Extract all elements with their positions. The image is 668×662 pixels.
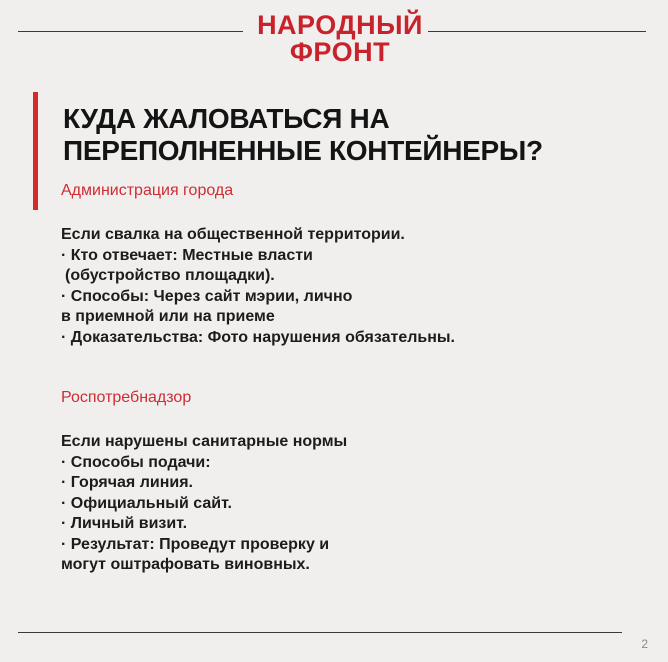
body-line: · Результат: Проведут проверку и — [61, 535, 330, 553]
brand-logo — [250, 12, 430, 66]
body-line: Если нарушены санитарные нормы — [61, 433, 348, 450]
logo-line-2: ФРОНТ — [289, 37, 391, 67]
body-line: (обустройство площадки). — [65, 267, 275, 284]
title-line-1: КУДА ЖАЛОВАТЬСЯ НА — [63, 103, 390, 134]
body-line: · Кто отвечает: Местные власти — [61, 246, 313, 264]
body-line: в приемной или на приеме — [61, 308, 275, 325]
logo-line-1: НАРОДНЫЙ — [257, 10, 423, 40]
section-heading-rospotrebnadzor: Роспотребнадзор — [61, 389, 192, 406]
header-rule-right — [428, 31, 646, 32]
footer-rule — [18, 632, 622, 633]
body-line: · Доказательства: Фото нарушения обязательны. — [61, 328, 455, 346]
body-line: · Горячая линия. — [61, 474, 193, 491]
body-line: · Способы подачи: — [61, 453, 211, 471]
page-number: 2 — [641, 637, 648, 651]
page-title — [63, 103, 623, 167]
section-body-rospotrebnadzor — [61, 432, 621, 576]
body-line: · Способы: Через сайт мэрии, лично — [61, 287, 353, 305]
section-body-city-admin — [61, 225, 621, 348]
body-line: · Личный визит. — [61, 515, 188, 532]
title-line-2: ПЕРЕПОЛНЕННЫЕ КОНТЕЙНЕРЫ? — [63, 135, 543, 166]
section-heading-city-admin: Администрация города — [61, 182, 234, 199]
title-accent-bar — [33, 92, 38, 210]
header-rule-left — [18, 31, 243, 32]
body-line: могут оштрафовать виновных. — [61, 556, 310, 573]
body-line: Если свалка на общественной территории. — [61, 226, 405, 243]
body-line: · Официальный сайт. — [61, 494, 232, 512]
